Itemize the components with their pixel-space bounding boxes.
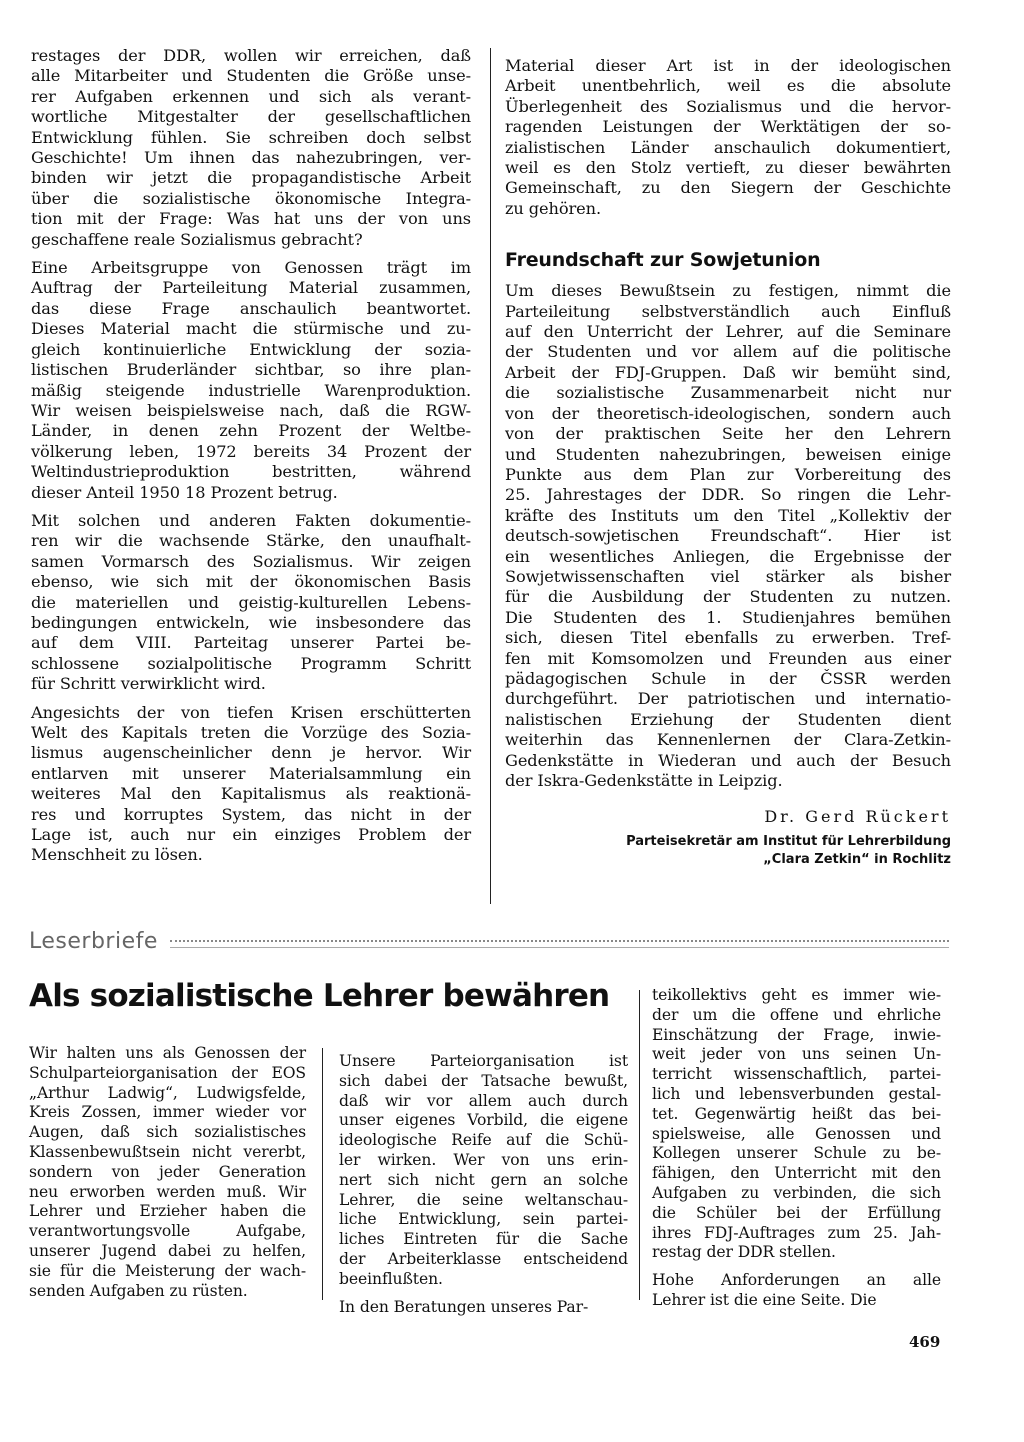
text-line: Entwicklung fühlen. Sie schreiben doch selbst <box>31 127 471 147</box>
text-line: entlarven mit unserer Materialsammlung ein <box>31 763 471 783</box>
text-line: mäßig steigende industrielle Warenproduktion. <box>31 380 471 400</box>
text-line: 25. Jahrestages der DDR. So ringen die Lehr- <box>505 485 951 505</box>
text-line: der um die offene und ehrliche <box>652 1005 941 1024</box>
text-line: fähigen, den Unterricht mit den <box>652 1164 941 1183</box>
section-header <box>29 924 949 958</box>
text-line: unserer Jugend dabei zu helfen, <box>29 1241 306 1260</box>
text-line: Lehrer ist die eine Seite. Die <box>652 1290 877 1309</box>
text-line: wortliche Mitgestalter der gesellschaftlichen <box>31 107 471 127</box>
column-divider <box>322 1048 323 1300</box>
text-line: ihres FDJ-Auftrages zum 25. Jah- <box>652 1223 941 1242</box>
text-line: verantwortungsvolle Aufgabe, <box>29 1222 306 1241</box>
text-line: liche Entwicklung, sein partei- <box>339 1210 628 1229</box>
paragraph <box>31 46 471 250</box>
text-line: neu erworben werden muß. Wir <box>29 1182 306 1201</box>
text-line: Eine Arbeitsgruppe von Genossen trägt im <box>31 258 471 278</box>
paragraph <box>31 703 471 866</box>
text-line: weiteres Mal den Kapitalismus als reaktionä- <box>31 784 471 804</box>
text-line: terricht wissenschaftlich, partei- <box>652 1065 941 1084</box>
paragraph <box>31 258 471 503</box>
paragraph <box>505 281 951 791</box>
text-line: sich, diesen Titel ebenfalls zu erwerben. Tref- <box>505 628 951 648</box>
text-line: nert sich nicht gern an solche <box>339 1170 628 1189</box>
text-line: beeinflußten. <box>339 1269 443 1288</box>
text-line: der Iskra-Gedenkstätte in Leipzig. <box>505 771 783 790</box>
text-line: alle Mitarbeiter und Studenten die Größe unse- <box>31 66 471 86</box>
text-line: spielsweise, alle Genossen und <box>652 1124 941 1143</box>
text-line: Überlegenheit des Sozialismus und die hervor- <box>505 96 951 116</box>
text-line: schlossene sozialpolitische Programm Schritt <box>31 653 471 673</box>
text-line: bedingungen entwickeln, wie insbesondere das <box>31 612 471 632</box>
section-subheading: Freundschaft zur Sowjetunion <box>505 249 821 272</box>
text-line: listischen Bruderländer sichtbar, so ihre plan- <box>31 360 471 380</box>
paragraph <box>29 1044 306 1301</box>
paragraph <box>339 1052 628 1290</box>
text-line: Arbeit unentbehrlich, weil es die absolute <box>505 76 951 96</box>
text-line: Parteileitung selbstverständlich auch Einfluß <box>505 301 951 321</box>
author-signature: Dr. Gerd Rückert <box>764 807 951 827</box>
text-line: Punkte aus dem Plan zur Vorbereitung des <box>505 464 951 484</box>
text-line: ler wirken. Wer von uns erin- <box>339 1150 628 1169</box>
text-line: durchgeführt. Der patriotischen und internatio- <box>505 689 951 709</box>
page-number: 469 <box>909 1333 941 1351</box>
text-line: die Schüler bei der Erfüllung <box>652 1203 941 1222</box>
text-line: ragenden Leistungen der Werktätigen der so- <box>505 117 951 137</box>
affiliation-line-2: „Clara Zetkin“ in Rochlitz <box>763 852 951 868</box>
text-line: Material dieser Art ist in der ideologischen <box>505 56 951 75</box>
column-divider <box>639 990 640 1300</box>
text-line: Weltindustrieproduktion bestritten, während <box>31 462 471 482</box>
text-line: von der theoretisch-ideologischen, sondern auch <box>505 403 951 423</box>
text-line: lich und lebensverbunden gestal- <box>652 1084 941 1103</box>
text-line: auf dem VIII. Parteitag unserer Partei be- <box>31 633 471 653</box>
paragraph <box>505 56 951 219</box>
section-rule <box>170 940 949 948</box>
text-line: pädagogischen Schule in der ČSSR werden <box>505 668 951 688</box>
text-line: ideologische Reife auf die Schü- <box>339 1131 628 1150</box>
text-line: zialistischen Länder anschaulich dokumentiert, <box>505 137 951 157</box>
text-line: Kollegen unserer Schule zu be- <box>652 1144 941 1163</box>
text-line: weiterhin das Kennenlernen der Clara-Zetkin- <box>505 730 951 750</box>
text-line: Lehrer, die seine weltanschau- <box>339 1190 628 1209</box>
text-line: Augen, daß sich sozialistisches <box>29 1123 306 1142</box>
text-line: Sowjetwissenschaften viel stärker als bisher <box>505 566 951 586</box>
text-line: für die Ausbildung der Studenten zu nutzen. <box>505 587 951 607</box>
text-line: restages der DDR, wollen wir erreichen, daß <box>31 46 471 65</box>
text-line: von der praktischen Seite her den Lehrern <box>505 424 951 444</box>
text-line: Schulparteiorganisation der EOS <box>29 1063 306 1082</box>
text-line: liches Eintreten für die Sache <box>339 1230 628 1249</box>
text-line: völkerung leben, 1972 bereits 34 Prozent der <box>31 441 471 461</box>
text-line: teikollektivs geht es immer wie- <box>652 986 941 1004</box>
text-line: kräfte des Instituts um den Titel „Kollektiv der <box>505 505 951 525</box>
text-line: der Arbeiterklasse entscheidend <box>339 1249 628 1268</box>
text-line: res und korruptes System, das nicht in der <box>31 804 471 824</box>
paragraph <box>652 1271 941 1311</box>
column-2-intro <box>505 56 951 219</box>
text-line: die sozialistische Zusammenarbeit nicht nur <box>505 383 951 403</box>
text-line: sie für die Meisterung der wach- <box>29 1261 306 1280</box>
text-line: Arbeit der FDJ-Gruppen. Daß wir bemüht sind, <box>505 362 951 382</box>
text-line: der Studenten und vor allem auf die politische <box>505 342 951 362</box>
paragraph <box>339 1298 628 1318</box>
text-line: Geschichte! Um ihnen das nahezubringen, ver- <box>31 148 471 168</box>
text-line: zu gehören. <box>505 198 602 218</box>
text-line: unser eigenes Vorbild, die eigene <box>339 1111 628 1130</box>
affiliation-line-1: Parteisekretär am Institut für Lehrerbildung <box>626 834 951 850</box>
text-line: restag der DDR stellen. <box>652 1243 836 1262</box>
text-line: senden Aufgaben zu rüsten. <box>29 1281 248 1300</box>
text-line: Wir weisen beispielsweise nach, daß die RGW- <box>31 400 471 420</box>
text-line: Menschheit zu lösen. <box>31 845 203 865</box>
text-line: Welt des Kapitals treten die Vorzüge des Sozia- <box>31 723 471 742</box>
text-line: weit jeder von uns seinen Un- <box>652 1045 941 1064</box>
paragraph <box>652 986 941 1263</box>
text-line: Klassenbewußtsein nicht vererbt, <box>29 1142 306 1161</box>
text-line: Kreis Zossen, immer wieder vor <box>29 1103 306 1122</box>
letter-column-1 <box>29 1044 306 1309</box>
author-affiliation <box>505 833 951 869</box>
text-line: geschaffene reale Sozialismus gebracht? <box>31 229 363 249</box>
text-line: Unsere Parteiorganisation ist <box>339 1052 628 1070</box>
text-line: Gemeinschaft, zu den Siegern der Geschichte <box>505 178 951 198</box>
text-line: daß wir vor allem auch durch <box>339 1091 628 1110</box>
text-line: Lehrer und Erzieher haben die <box>29 1202 306 1221</box>
text-line: für Schritt verwirklicht wird. <box>31 674 266 694</box>
article-headline: Als sozialistische Lehrer bewähren <box>29 978 610 1014</box>
text-line: nalistischen Erziehung der Studenten dient <box>505 709 951 729</box>
letter-column-3 <box>652 986 941 1319</box>
text-line: binden wir jetzt die propagandistische Arbeit <box>31 168 471 188</box>
text-line: dieser Anteil 1950 18 Prozent betrug. <box>31 482 338 502</box>
text-line: rer Aufgaben erkennen und sich als verant- <box>31 86 471 106</box>
text-line: über die sozialistische ökonomische Integra- <box>31 188 471 208</box>
text-line: sondern von jeder Generation <box>29 1162 306 1181</box>
paragraph <box>31 511 471 695</box>
text-line: Wir halten uns als Genossen der <box>29 1044 306 1062</box>
text-line: lismus augenscheinlicher denn je hervor. Wir <box>31 743 471 763</box>
text-line: sich dabei der Tatsache bewußt, <box>339 1071 628 1090</box>
text-line: Einschätzung der Frage, inwie- <box>652 1025 941 1044</box>
text-line: Aufgaben zu verbinden, die sich <box>652 1183 941 1202</box>
text-line: deutsch-sowjetischen Freundschaft“. Hier ist <box>505 526 951 546</box>
text-line: In den Beratungen unseres Par- <box>339 1297 589 1316</box>
text-line: Gedenkstätte in Wiederan und auch der Besuch <box>505 750 951 770</box>
column-divider <box>490 48 491 904</box>
text-line: Mit solchen und anderen Fakten dokumentie- <box>31 510 471 530</box>
letter-column-2 <box>339 1052 628 1325</box>
text-line: Dieses Material macht die stürmische und zu- <box>31 319 471 339</box>
text-line: auf den Unterricht der Lehrer, auf die Seminare <box>505 322 951 342</box>
text-line: tet. Gegenwärtig heißt das bei- <box>652 1104 941 1123</box>
text-line: Um dieses Bewußtsein zu festigen, nimmt die <box>505 281 951 301</box>
text-line: Länder, in denen zehn Prozent der Weltbe- <box>31 421 471 441</box>
article-column-1 <box>31 46 471 874</box>
text-line: Hohe Anforderungen an alle <box>652 1271 941 1290</box>
text-line: fen mit Komsomolzen und Freunden aus einer <box>505 648 951 668</box>
text-line: Die Studenten des 1. Studienjahres bemühen <box>505 607 951 627</box>
text-line: Auftrag der Parteileitung Material zusammen, <box>31 278 471 298</box>
text-line: Lage ist, auch nur ein einziges Problem der <box>31 825 471 845</box>
text-line: weil es den Stolz vertieft, zu dieser bewährten <box>505 158 951 178</box>
text-line: Angesichts der von tiefen Krisen erschütterten <box>31 702 471 722</box>
section-label: Leserbriefe <box>29 928 158 954</box>
text-line: ebenso, wie sich mit der ökonomischen Basis <box>31 572 471 592</box>
text-line: die materiellen und geistig-kulturellen Lebens- <box>31 592 471 612</box>
text-line: und Studenten nahezubringen, beweisen einige <box>505 444 951 464</box>
column-2-body <box>505 281 951 791</box>
article-column-2 <box>505 56 951 869</box>
text-line: „Arthur Ladwig“, Ludwigsfelde, <box>29 1083 306 1102</box>
text-line: das diese Frage anschaulich beantwortet. <box>31 298 471 318</box>
text-line: tion mit der Frage: Was hat uns der von uns <box>31 209 471 229</box>
text-line: samen Vormarsch des Sozialismus. Wir zeigen <box>31 551 471 571</box>
text-line: gleich kontinuierliche Entwicklung der sozia- <box>31 339 471 359</box>
text-line: ren wir die wachsende Stärke, den unaufhalt- <box>31 531 471 551</box>
text-line: ein wesentliches Anliegen, die Ergebnisse der <box>505 546 951 566</box>
